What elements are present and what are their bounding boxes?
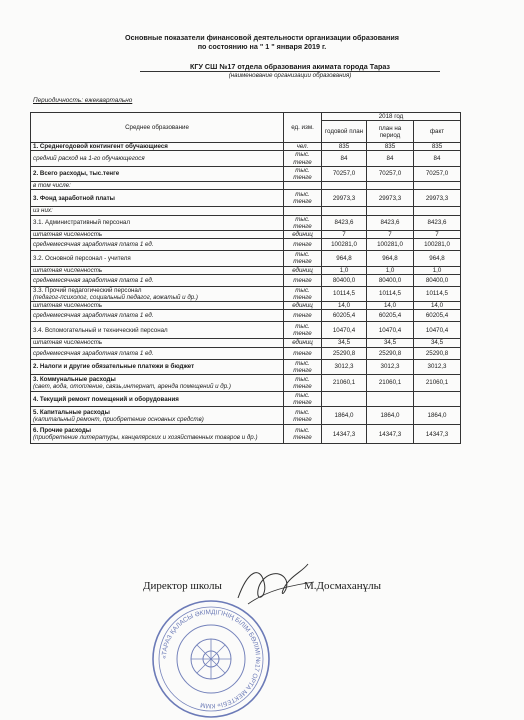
- row-period: 60205,4: [367, 310, 414, 322]
- row-name-note: (капитальный ремонт, приобретение основных средств): [33, 415, 204, 423]
- row-period: 8423,6: [367, 215, 414, 230]
- row-period: [367, 182, 414, 190]
- row-fact: 34,5: [414, 339, 461, 347]
- row-name-text: 3.4. Вспомогательный и технический персонал: [33, 326, 168, 334]
- row-unit: тенге: [284, 239, 322, 251]
- table-row: [31, 266, 461, 274]
- row-period: 14347,3: [367, 425, 414, 444]
- official-stamp: [150, 598, 272, 720]
- row-name: [31, 339, 284, 347]
- report-title: Основные показатели финансовой деятельности организации образования: [125, 33, 399, 42]
- table-row: [31, 239, 461, 251]
- table-row: [31, 182, 461, 190]
- table-row: [31, 347, 461, 359]
- signatory-name: М.Досмаханұлы: [304, 580, 381, 592]
- row-unit: тыс. тенге: [284, 215, 322, 230]
- row-name: [31, 302, 284, 310]
- row-period: 70257,0: [367, 166, 414, 181]
- row-unit: тыс. тенге: [284, 151, 322, 166]
- row-fact: 70257,0: [414, 166, 461, 181]
- row-name: [31, 310, 284, 322]
- row-unit: тыс. тенге: [284, 322, 322, 339]
- row-unit: единиц: [284, 266, 322, 274]
- row-annual: 29973,3: [322, 190, 367, 207]
- row-period: 835: [367, 143, 414, 151]
- row-fact: 10470,4: [414, 322, 461, 339]
- row-fact: 84: [414, 151, 461, 166]
- row-name-text: 3. Коммунальные расходы: [33, 375, 116, 383]
- row-name: [31, 166, 284, 181]
- organization-name: КГУ СШ №17 отдела образования акимата города Тараз: [140, 62, 440, 72]
- row-name-text: штатная численность: [33, 302, 103, 310]
- row-name-note: (приобретение литературы, канцелярских и хозяйственных товаров и др.): [33, 434, 258, 442]
- row-fact: 80400,0: [414, 274, 461, 286]
- row-unit: тыс. тенге: [284, 407, 322, 425]
- row-unit: тенге: [284, 310, 322, 322]
- row-period: 1864,0: [367, 407, 414, 425]
- row-fact: 60205,4: [414, 310, 461, 322]
- row-period: 1,0: [367, 266, 414, 274]
- row-annual: [322, 392, 367, 407]
- row-unit: тенге: [284, 347, 322, 359]
- row-name-text: 2. Налоги и другие обязательные платежи в бюджет: [33, 363, 195, 371]
- row-unit: тыс. тенге: [284, 425, 322, 444]
- row-name-text: 3. Фонд заработной платы: [33, 194, 115, 202]
- row-name: [31, 182, 284, 190]
- column-header-fact: факт: [414, 121, 461, 143]
- row-fact: 14347,3: [414, 425, 461, 444]
- table-row: [31, 425, 461, 444]
- row-unit: единиц: [284, 231, 322, 239]
- signature-title: Директор школы: [143, 580, 222, 592]
- table-row: [31, 143, 461, 151]
- row-annual: 25290,8: [322, 347, 367, 359]
- row-period: 964,8: [367, 251, 414, 266]
- row-name: [31, 392, 284, 407]
- row-name: [31, 215, 284, 230]
- row-unit: тыс. тенге: [284, 190, 322, 207]
- row-name-text: среднемесячная заработная плата 1 ед.: [33, 276, 154, 284]
- row-fact: 8423,6: [414, 215, 461, 230]
- table-row: [31, 215, 461, 230]
- row-annual: 70257,0: [322, 166, 367, 181]
- row-period: 3012,3: [367, 359, 414, 374]
- row-annual: 1864,0: [322, 407, 367, 425]
- row-name: [31, 239, 284, 251]
- row-name-text: 6. Прочие расходы: [33, 427, 92, 435]
- row-annual: 1,0: [322, 266, 367, 274]
- row-fact: 7: [414, 231, 461, 239]
- row-unit: тенге: [284, 274, 322, 286]
- row-unit: тыс. тенге: [284, 392, 322, 407]
- table-row: [31, 190, 461, 207]
- row-annual: 964,8: [322, 251, 367, 266]
- row-annual: 80400,0: [322, 274, 367, 286]
- row-annual: 34,5: [322, 339, 367, 347]
- row-annual: 84: [322, 151, 367, 166]
- row-unit: [284, 207, 322, 215]
- table-row: [31, 302, 461, 310]
- row-unit: тыс. тенге: [284, 251, 322, 266]
- column-header-unit: ед. изм.: [284, 113, 322, 143]
- row-unit: тыс. тенге: [284, 359, 322, 374]
- row-name-text: штатная численность: [33, 339, 103, 347]
- row-name-note: (педагог-психолог, социальный педагог, вожатый и др.): [33, 294, 198, 302]
- row-annual: 8423,6: [322, 215, 367, 230]
- table-row: [31, 166, 461, 181]
- row-annual: 835: [322, 143, 367, 151]
- row-period: [367, 207, 414, 215]
- row-name-text: штатная численность: [33, 231, 103, 239]
- row-name: [31, 151, 284, 166]
- row-annual: 60205,4: [322, 310, 367, 322]
- column-header-name: Среднее образование: [31, 113, 284, 143]
- row-name-text: 3.1. Административный персонал: [33, 219, 130, 227]
- row-annual: 10114,5: [322, 286, 367, 301]
- row-annual: 10470,4: [322, 322, 367, 339]
- row-unit: тыс. тенге: [284, 375, 322, 392]
- row-name: [31, 359, 284, 374]
- row-unit: [284, 182, 322, 190]
- row-annual: 14,0: [322, 302, 367, 310]
- row-name: [31, 407, 284, 425]
- table-row: [31, 231, 461, 239]
- table-row: [31, 151, 461, 166]
- table-row: [31, 359, 461, 374]
- emblem-icon: [191, 639, 231, 679]
- table-row: [31, 339, 461, 347]
- row-name-text: 3.2. Основной персонал - учителя: [33, 254, 131, 262]
- row-name: [31, 190, 284, 207]
- row-name-text: из них:: [33, 207, 53, 215]
- row-period: 14,0: [367, 302, 414, 310]
- row-name-text: среднемесячная заработная плата 1 ед.: [33, 241, 154, 249]
- periodicity: Периодичность: ежеквартально: [33, 97, 133, 104]
- row-period: 25290,8: [367, 347, 414, 359]
- row-name-text: 4. Текущий ремонт помещений и оборудования: [33, 395, 179, 403]
- row-fact: 10114,5: [414, 286, 461, 301]
- row-fact: 29973,3: [414, 190, 461, 207]
- column-header-period: план на период: [367, 121, 414, 143]
- table-row: [31, 251, 461, 266]
- row-fact: [414, 392, 461, 407]
- row-period: 34,5: [367, 339, 414, 347]
- row-name: [31, 425, 284, 444]
- row-fact: 835: [414, 143, 461, 151]
- row-period: 7: [367, 231, 414, 239]
- row-period: 21060,1: [367, 375, 414, 392]
- row-name-text: 1. Среднегодовой контингент обучающиеся: [33, 143, 168, 151]
- row-fact: 25290,8: [414, 347, 461, 359]
- table-row: [31, 207, 461, 215]
- column-header-annual: годовой план: [322, 121, 367, 143]
- row-annual: 7: [322, 231, 367, 239]
- row-name: [31, 251, 284, 266]
- row-fact: 1864,0: [414, 407, 461, 425]
- row-period: 100281,0: [367, 239, 414, 251]
- row-period: 10470,4: [367, 322, 414, 339]
- row-period: [367, 392, 414, 407]
- table-row: [31, 286, 461, 301]
- row-name: [31, 207, 284, 215]
- row-name-text: 2. Всего расходы, тыс.тенге: [33, 170, 120, 178]
- row-name-text: среднемесячная заработная плата 1 ед.: [33, 312, 154, 320]
- row-name-text: в том числе:: [33, 182, 71, 190]
- row-fact: 14,0: [414, 302, 461, 310]
- finance-table: [30, 112, 461, 444]
- table-body: [31, 143, 461, 444]
- row-annual: 100281,0: [322, 239, 367, 251]
- row-fact: 1,0: [414, 266, 461, 274]
- row-name: [31, 143, 284, 151]
- row-fact: 3012,3: [414, 359, 461, 374]
- organization-caption: (наименование организации образования): [228, 72, 352, 79]
- row-period: 80400,0: [367, 274, 414, 286]
- row-name: [31, 266, 284, 274]
- column-header-year: 2018 год: [322, 113, 461, 121]
- row-name-note: (свет, вода, отопление, связь,интернат, аренда помещений и др.): [33, 383, 231, 391]
- table-row: [31, 322, 461, 339]
- stamp-ring-text: «ТАРАЗ ҚАЛАСЫ ӘКІМДІГІНІҢ БІЛІМ БӨЛІМІ №17 ОРТА МЕКТЕБІ» КММ: [160, 608, 262, 710]
- row-annual: 21060,1: [322, 375, 367, 392]
- row-name: [31, 375, 284, 392]
- table-row: [31, 375, 461, 392]
- row-annual: 14347,3: [322, 425, 367, 444]
- table-row: [31, 310, 461, 322]
- row-name-text: среднемесячная заработная плата 1 ед.: [33, 349, 154, 357]
- table-row: [31, 274, 461, 286]
- row-unit: тыс. тенге: [284, 286, 322, 301]
- row-fact: [414, 207, 461, 215]
- row-period: 84: [367, 151, 414, 166]
- row-annual: [322, 182, 367, 190]
- report-date: по состоянию на " 1 " января 2019 г.: [197, 42, 327, 51]
- row-period: 10114,5: [367, 286, 414, 301]
- row-annual: 3012,3: [322, 359, 367, 374]
- row-fact: 21060,1: [414, 375, 461, 392]
- row-name: [31, 286, 284, 301]
- row-name: [31, 231, 284, 239]
- row-annual: [322, 207, 367, 215]
- row-name: [31, 347, 284, 359]
- row-fact: 964,8: [414, 251, 461, 266]
- row-name-text: 5. Капитальные расходы: [33, 408, 110, 416]
- row-period: 29973,3: [367, 190, 414, 207]
- row-name: [31, 322, 284, 339]
- row-name-text: штатная численность: [33, 266, 103, 274]
- row-name: [31, 274, 284, 286]
- row-unit: тыс. тенге: [284, 166, 322, 181]
- table-row: [31, 407, 461, 425]
- row-fact: 100281,0: [414, 239, 461, 251]
- row-unit: единиц: [284, 302, 322, 310]
- row-fact: [414, 182, 461, 190]
- row-name-text: средний расход на 1-го обучающегося: [33, 155, 145, 162]
- row-unit: чел.: [284, 143, 322, 151]
- table-row: [31, 392, 461, 407]
- row-unit: единиц: [284, 339, 322, 347]
- row-name-text: 3.3. Прочий педагогический персонал: [33, 286, 142, 294]
